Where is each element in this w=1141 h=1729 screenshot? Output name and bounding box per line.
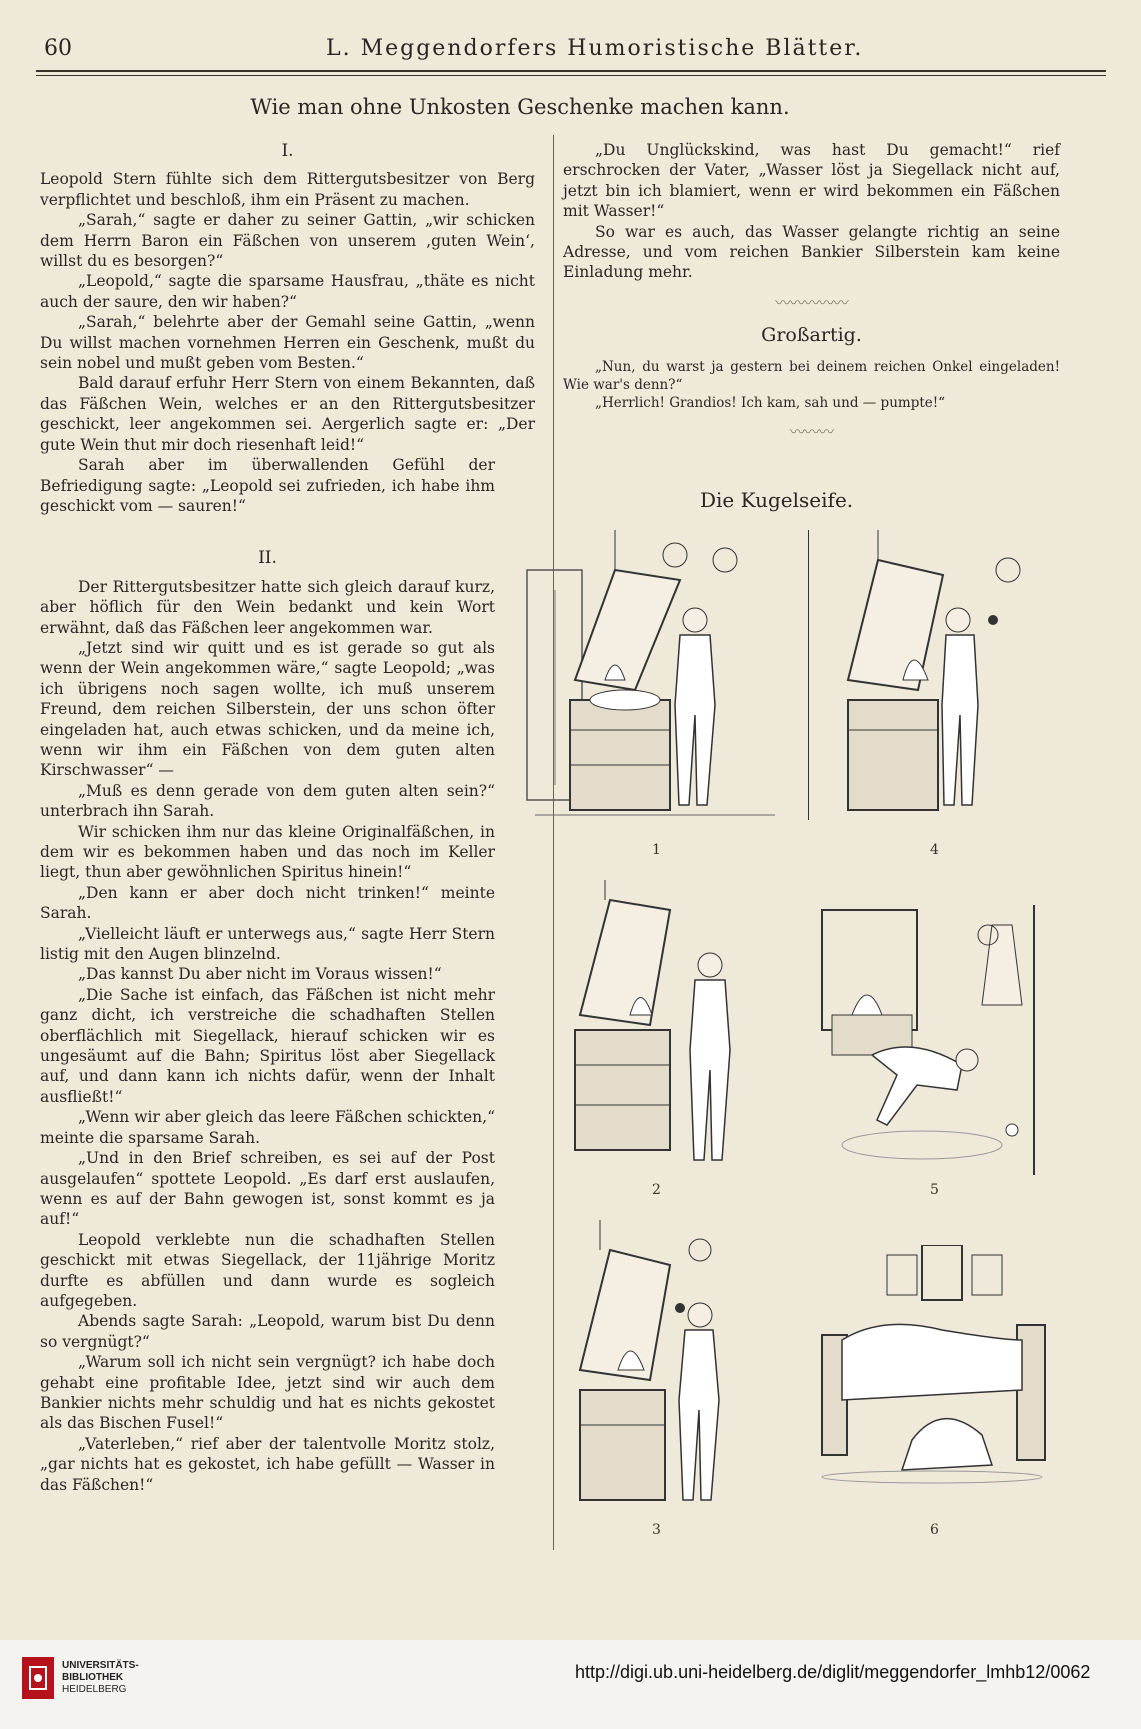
paragraph: „Muß es denn gerade von dem guten alten sein?“ unterbrach ihn Sarah. — [40, 781, 495, 821]
divider-ornament: 〰〰〰 — [789, 422, 834, 441]
comic-panel-4 — [808, 530, 1048, 840]
footer-bar — [0, 1640, 1141, 1729]
dialogue-line: „Nun, du warst ja gestern bei deinem reichen Onkel eingeladen! Wie war's denn?“ — [563, 358, 1060, 393]
divider-ornament: 〰〰〰〰〰 — [775, 293, 848, 312]
section-heading-1: I. — [281, 141, 294, 161]
page-header — [36, 30, 1106, 72]
paragraph: „Die Sache ist einfach, das Fäßchen ist nicht mehr ganz dicht, ich verstreiche die schadhaften Stellen oberflächlich mit Siegellack, hierauf schicken wir es ungesäumt auf die Bahn; Spiritus löst aber Siegellack auf, und dann kann ich nichts dafür, wenn der Inhalt ausfließt!“ — [40, 985, 495, 1106]
panel-label-4: 4 — [930, 842, 939, 858]
paragraph: „Vielleicht läuft er unterwegs aus,“ sagte Herr Stern listig mit den Augen blinzelnd. — [40, 924, 495, 964]
paragraph: So war es auch, das Wasser gelangte richtig an seine Adresse, und vom reichen Bankier Silberstein kam keine Einladung mehr. — [563, 222, 1060, 282]
story-title: Wie man ohne Unkosten Geschenke machen kann. — [250, 95, 790, 119]
paragraph: Der Rittergutsbesitzer hatte sich gleich darauf kurz, aber höflich für den Wein bedankt und kein Wort erwähnt, daß das Fäßchen leer angekommen war. — [40, 577, 495, 637]
paragraph: „Das kannst Du aber nicht im Voraus wissen!“ — [78, 965, 442, 984]
comic-panel-5 — [812, 905, 1052, 1185]
comic-title: Die Kugelseife. — [700, 488, 854, 512]
section-heading-2: II. — [258, 548, 277, 569]
paragraph: „Sarah,“ belehrte aber der Gemahl seine Gattin, „wenn Du willst machen vornehmen Herren ein Geschenk, mußt du sein nobel und mußt geben vom Besten.“ — [40, 313, 535, 373]
panel-label-5: 5 — [930, 1182, 939, 1198]
paragraph: Leopold Stern fühlte sich dem Rittergutsbesitzer von Berg verpflichtet und beschloß, ihm ein Präsent zu machen. — [40, 170, 535, 209]
paragraph: Bald darauf erfuhr Herr Stern von einem Bekannten, daß das Fäßchen Wein, welches er an den Rittergutsbesitzer geschickt, leer angekommen sei. Aergerlich sagte er: „Der gute Wein thut mir doch riesenhaft leid!“ — [40, 374, 535, 454]
paragraph: „Leopold,“ sagte die sparsame Hausfrau, „thäte es nicht auch der saure, den wir haben?“ — [40, 272, 535, 311]
paragraph: „Jetzt sind wir quitt und es ist gerade so gut als wenn der Wein angekommen wäre,“ sagte Leopold; „was ich übrigens noch sagen wollte, ich muß unserem Freund, dem reichen Silberstein, der uns schon öfter eingeladen hat, auch etwas schicken, und da meine ich, wenn wir ihm ein Fäßchen von dem guten alten Kirschwasser“ — — [40, 638, 495, 780]
grossartig-title: Großartig. — [761, 324, 862, 347]
paragraph: Wir schicken ihm nur das kleine Originalfäßchen, in dem wir es bekommen haben und das noch im Keller liegt, thun aber gewöhnlichen Spiritus hinein!“ — [40, 822, 495, 882]
panel-label-2: 2 — [652, 1182, 661, 1198]
paragraph: „Vaterleben,“ rief aber der talentvolle Moritz stolz, „gar nichts hat es gekostet, ich habe gefüllt — Wasser in das Fäßchen!“ — [40, 1434, 495, 1494]
dialogue-line: „Herrlich! Grandios! Ich kam, sah und — pumpte!“ — [595, 394, 946, 411]
paragraph: Sarah aber im überwallenden Gefühl der Befriedigung sagte: „Leopold sei zufrieden, ich habe ihm geschickt vom — sauren!“ — [40, 456, 495, 515]
library-name: UNIVERSITÄTS- BIBLIOTHEK HEIDELBERG — [62, 1660, 139, 1695]
paragraph: Abends sagte Sarah: „Leopold, warum bist Du denn so vergnügt?“ — [40, 1312, 495, 1351]
comic-panel-6 — [812, 1245, 1062, 1515]
comic-panel-1 — [525, 530, 785, 840]
paragraph: „Und in den Brief schreiben, es sei auf der Post ausgelaufen“ spottete Leopold. „Es darf erst auslaufen, wenn es auf der Bahn gewogen ist, sonst kommt es ja auf!“ — [40, 1149, 495, 1229]
university-seal-icon — [20, 1655, 56, 1705]
paragraph: „Den kann er aber doch nicht trinken!“ meinte Sarah. — [40, 883, 495, 923]
paragraph: „Sarah,“ sagte er daher zu seiner Gattin, „wir schicken dem Herrn Baron ein Fäßchen von unserem ‚guten Wein‘, willst du es besorgen?“ — [40, 211, 535, 271]
paragraph: Leopold verklebte nun die schadhaften Stellen geschickt mit etwas Siegellack, der 11jährige Moritz durfte es abfüllen und dann wurde es sogleich aufgegeben. — [40, 1230, 495, 1310]
panel-label-6: 6 — [930, 1522, 939, 1538]
comic-panel-2 — [570, 880, 770, 1180]
header-rule — [36, 75, 1106, 76]
panel-label-1: 1 — [652, 842, 661, 858]
panel-label-3: 3 — [652, 1522, 661, 1538]
paragraph: „Wenn wir aber gleich das leere Fäßchen schickten,“ meinte die sparsame Sarah. — [40, 1108, 495, 1147]
right-column — [563, 140, 1060, 452]
journal-title: L. Meggendorfers Humoristische Blätter. — [326, 36, 864, 61]
page-number: 60 — [44, 36, 72, 61]
left-column — [40, 135, 535, 1495]
paragraph: „Warum soll ich nicht sein vergnügt? ich habe doch gehabt eine profitable Idee, jetzt sind wir auch dem Bankier nichts mehr schuldig und hat es nichts gekostet als das Bischen Fusel!“ — [40, 1353, 495, 1433]
paragraph: „Du Unglückskind, was hast Du gemacht!“ rief erschrocken der Vater, „Wasser löst ja Siegellack nicht auf, jetzt bin ich blamiert, wenn er wird bekommen ein Fäßchen mit Wasser!“ — [563, 141, 1060, 221]
source-url-link[interactable]: http://digi.ub.uni-heidelberg.de/diglit/meggendorfer_lmhb12/0062 — [575, 1662, 1091, 1682]
comic-panel-3 — [540, 1220, 760, 1520]
